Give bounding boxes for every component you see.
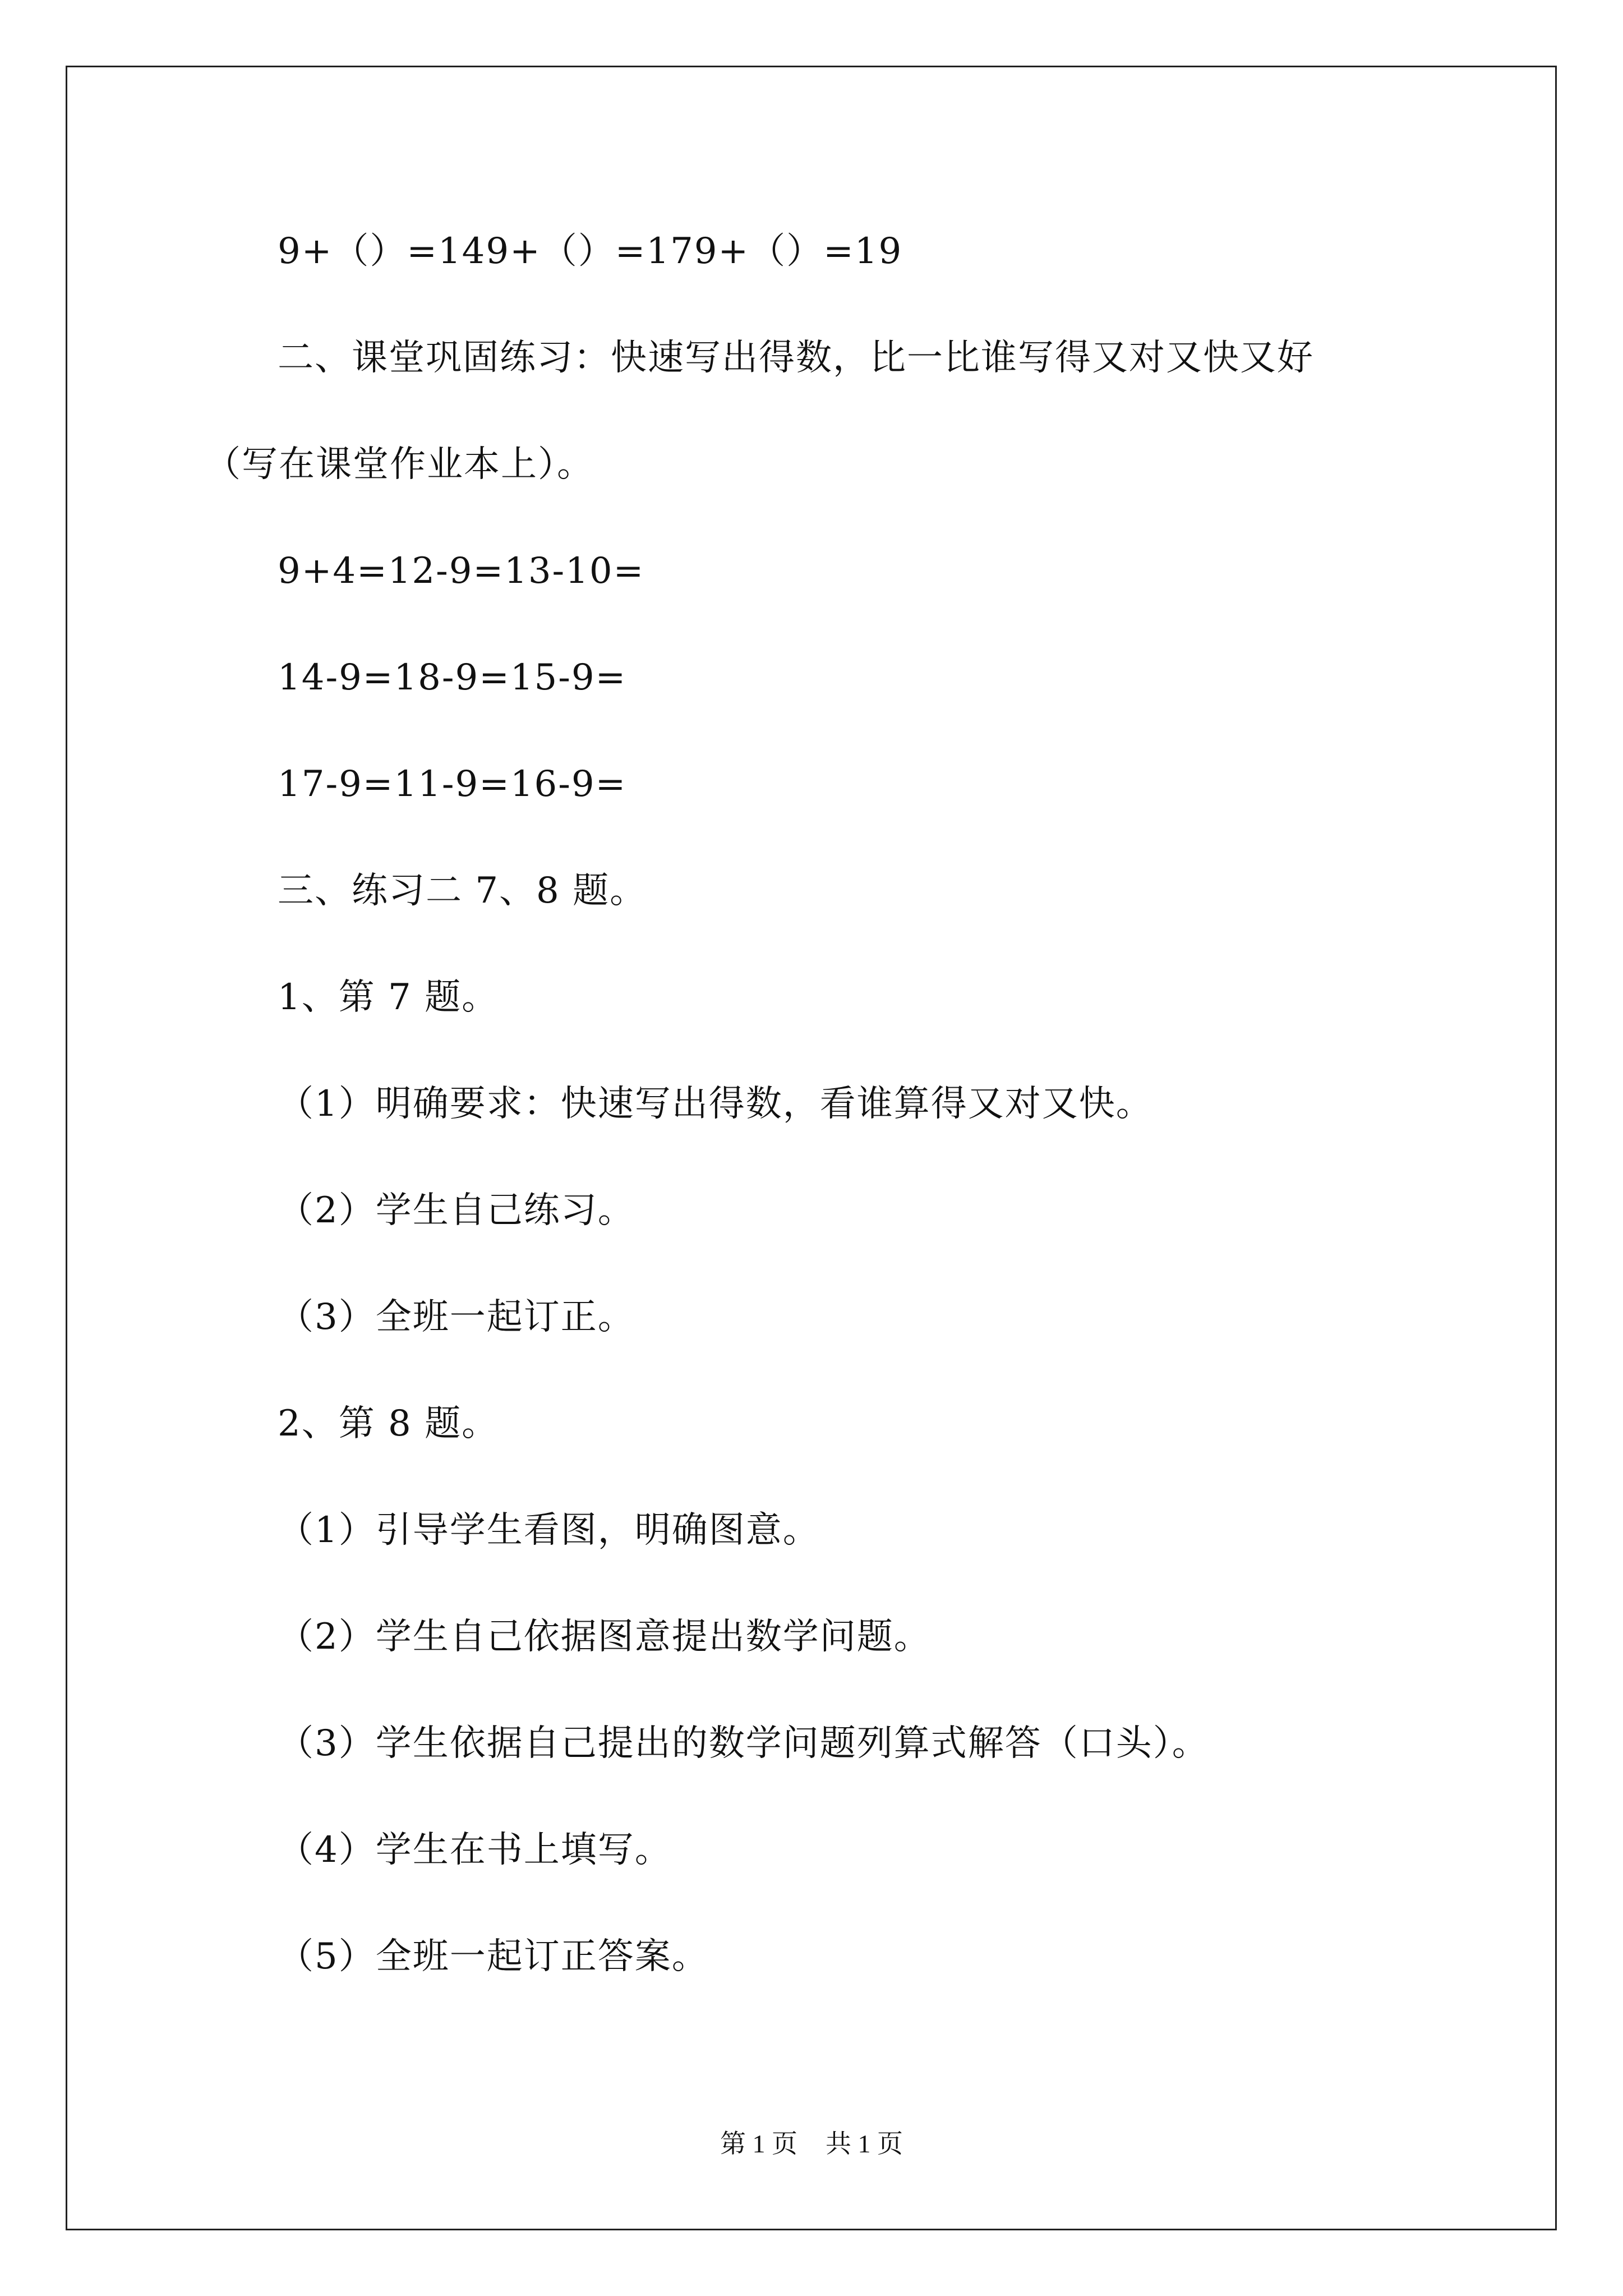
text-line: （写在课堂作业本上）。 xyxy=(205,444,594,485)
text-line: 2、第 8 题。 xyxy=(278,1403,499,1444)
text-line: 14-9=18-9=15-9= xyxy=(278,657,627,698)
text-line: （3）学生依据自己提出的数学问题列算式解答（口头）。 xyxy=(278,1723,1209,1764)
text-line: （3）全班一起订正。 xyxy=(278,1296,635,1338)
page-total: 共 1 页 xyxy=(826,2129,903,2158)
page-footer xyxy=(0,2127,1623,2161)
text-line: 17-9=11-9=16-9= xyxy=(278,763,627,805)
text-line: （1）引导学生看图，明确图意。 xyxy=(278,1510,820,1551)
text-line: 9+（）=149+（）=179+（）=19 xyxy=(278,231,903,272)
text-line: 9+4=12-9=13-10= xyxy=(278,550,645,592)
section-heading: 二、课堂巩固练习：快速写出得数，比一比谁写得又对又快又好 xyxy=(278,337,1314,379)
text-line: （4）学生在书上填写。 xyxy=(278,1829,672,1871)
text-line: （5）全班一起订正答案。 xyxy=(278,1936,709,1977)
page-border xyxy=(66,66,1557,2230)
text-line: （1）明确要求：快速写出得数，看谁算得又对又快。 xyxy=(278,1083,1153,1125)
section-heading: 三、练习二 7、8 题。 xyxy=(278,870,647,912)
text-line: 1、第 7 题。 xyxy=(278,977,499,1018)
text-line: （2）学生自己练习。 xyxy=(278,1190,635,1231)
page-number: 第 1 页 xyxy=(720,2129,797,2158)
text-line: （2）学生自己依据图意提出数学问题。 xyxy=(278,1616,931,1658)
